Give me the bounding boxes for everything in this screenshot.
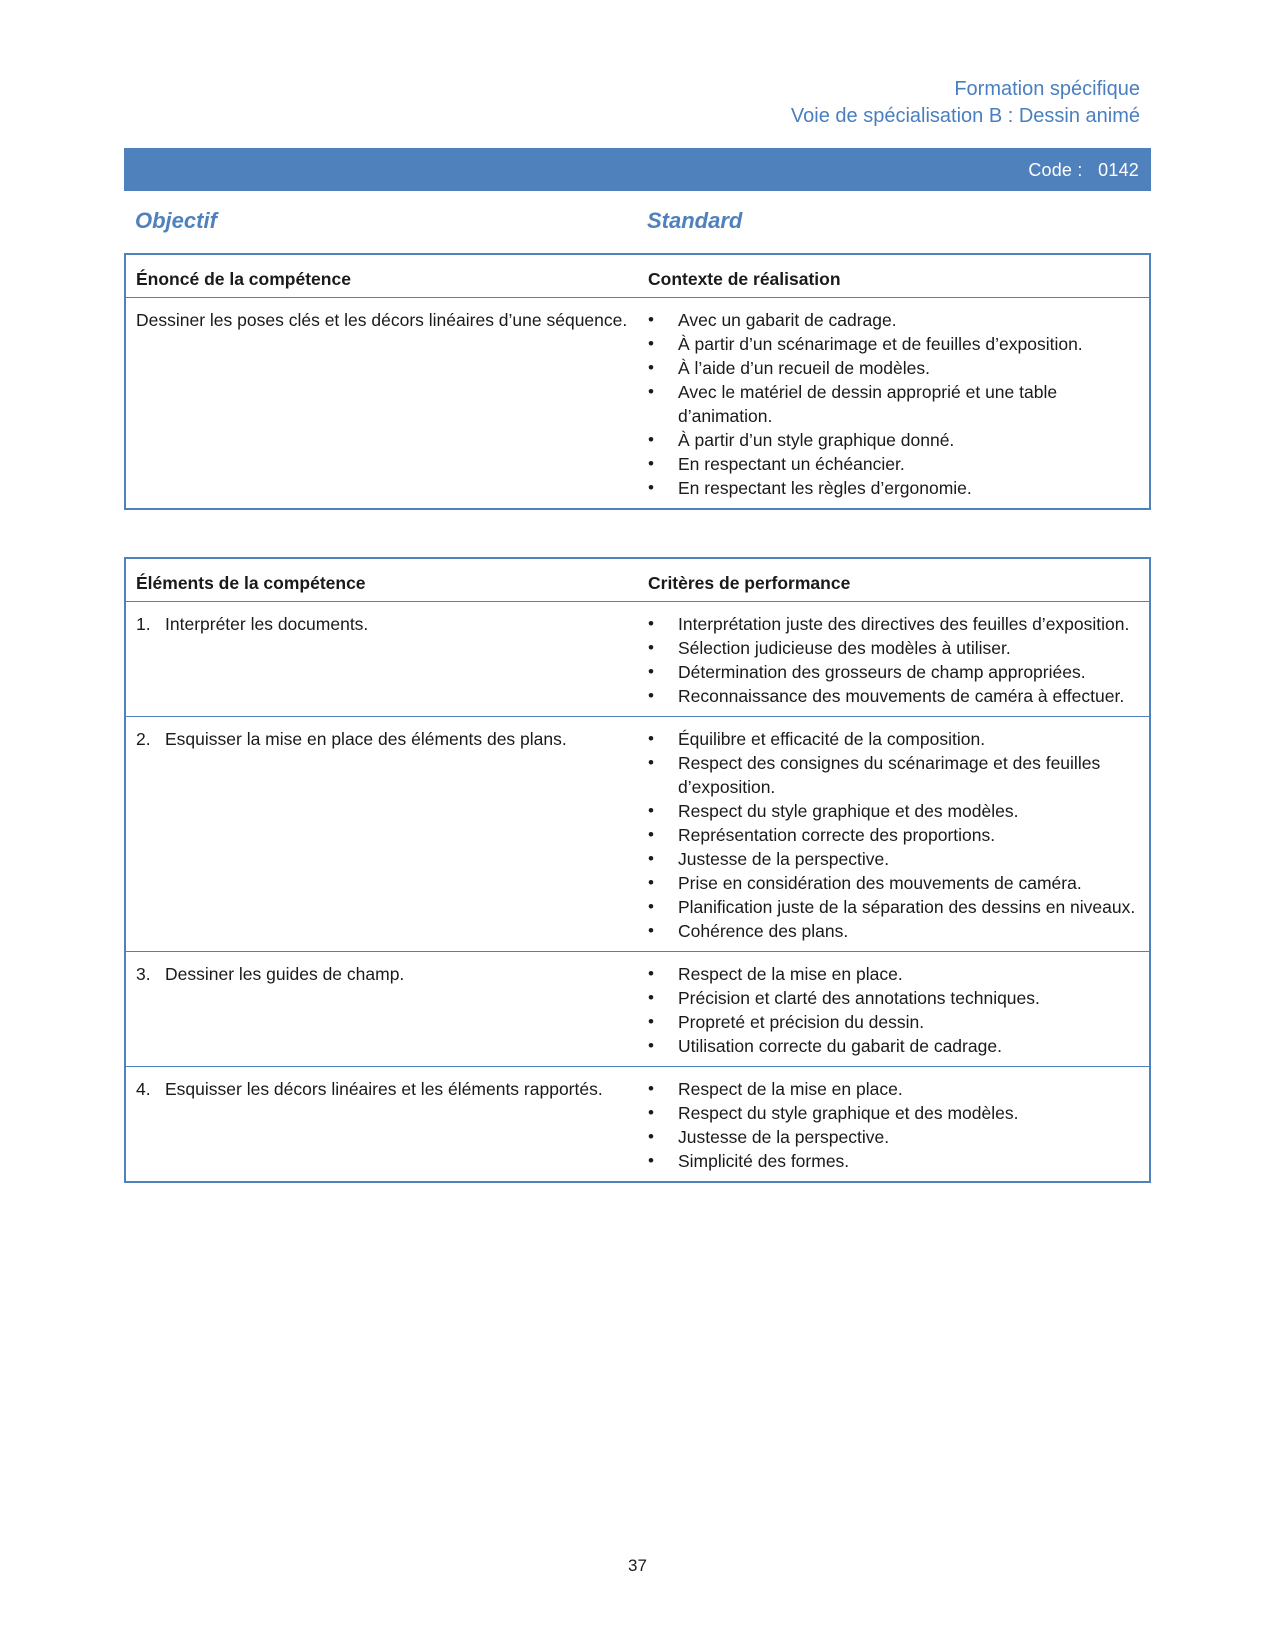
list-item: • Avec le matériel de dessin approprié et une table d’animation. xyxy=(648,380,1139,428)
table-row xyxy=(125,717,1150,952)
element-cell xyxy=(125,952,638,1067)
competency-statement-table xyxy=(124,253,1151,510)
header-program: Formation spécifique xyxy=(954,78,1140,100)
list-item: • Justesse de la perspective. xyxy=(648,847,1139,871)
element-text: Interpréter les documents. xyxy=(165,614,369,634)
list-item: • Propreté et précision du dessin. xyxy=(648,1010,1139,1034)
list-item: • Respect de la mise en place. xyxy=(648,1077,1139,1101)
list-item: • Respect des consignes du scénarimage et des feuilles d’exposition. xyxy=(648,751,1139,799)
context-header: Contexte de réalisation xyxy=(638,254,1150,298)
element-number: 3. xyxy=(136,964,151,984)
table-row xyxy=(125,952,1150,1067)
list-item: • Utilisation correcte du gabarit de cadrage. xyxy=(648,1034,1139,1058)
list-item: • À partir d’un style graphique donné. xyxy=(648,428,1139,452)
competency-code xyxy=(1028,160,1139,181)
table-row xyxy=(125,602,1150,717)
list-item: • Représentation correcte des proportions. xyxy=(648,823,1139,847)
criteria-list xyxy=(648,612,1139,708)
table-header-row xyxy=(125,558,1150,602)
criteria-header: Critères de performance xyxy=(638,558,1150,602)
element-item xyxy=(136,962,628,986)
criteria-list xyxy=(648,727,1139,943)
elements-criteria-table xyxy=(124,557,1151,1183)
element-cell xyxy=(125,1067,638,1183)
list-item: • En respectant un échéancier. xyxy=(648,452,1139,476)
competency-statement: Dessiner les poses clés et les décors linéaires d’une séquence. xyxy=(136,310,628,330)
element-item xyxy=(136,727,628,751)
statement-header: Énoncé de la compétence xyxy=(125,254,638,298)
objectif-heading: Objectif xyxy=(135,208,217,233)
document-header xyxy=(791,76,1140,130)
list-item: • Sélection judicieuse des modèles à utiliser. xyxy=(648,636,1139,660)
element-text: Dessiner les guides de champ. xyxy=(165,964,405,984)
context-list xyxy=(648,308,1139,500)
table-header-row xyxy=(125,254,1150,298)
element-item xyxy=(136,1077,628,1101)
list-item: • Équilibre et efficacité de la composition. xyxy=(648,727,1139,751)
table-row xyxy=(125,1067,1150,1183)
list-item: • Respect du style graphique et des modèles. xyxy=(648,799,1139,823)
section-headings xyxy=(135,208,1135,236)
criteria-list xyxy=(648,1077,1139,1173)
list-item: • Détermination des grosseurs de champ appropriées. xyxy=(648,660,1139,684)
list-item: • En respectant les règles d’ergonomie. xyxy=(648,476,1139,500)
element-text: Esquisser les décors linéaires et les éléments rapportés. xyxy=(165,1079,603,1099)
header-specialization: Voie de spécialisation B : Dessin animé xyxy=(790,105,1140,127)
code-bar xyxy=(124,148,1151,191)
elements-header: Éléments de la compétence xyxy=(125,558,638,602)
element-number: 2. xyxy=(136,729,151,749)
code-value: 0142 xyxy=(1098,160,1139,180)
standard-heading: Standard xyxy=(647,208,743,233)
criteria-cell xyxy=(638,1067,1150,1183)
list-item: • À partir d’un scénarimage et de feuilles d’exposition. xyxy=(648,332,1139,356)
element-number: 4. xyxy=(136,1079,151,1099)
element-text: Esquisser la mise en place des éléments des plans. xyxy=(165,729,567,749)
list-item: • Prise en considération des mouvements de caméra. xyxy=(648,871,1139,895)
list-item: • Respect du style graphique et des modèles. xyxy=(648,1101,1139,1125)
code-label: Code : xyxy=(1028,160,1083,180)
criteria-list xyxy=(648,962,1139,1058)
list-item: • Respect de la mise en place. xyxy=(648,962,1139,986)
list-item: • Reconnaissance des mouvements de caméra à effectuer. xyxy=(648,684,1139,708)
list-item: • Précision et clarté des annotations techniques. xyxy=(648,986,1139,1010)
list-item: • Planification juste de la séparation des dessins en niveaux. xyxy=(648,895,1139,919)
element-cell xyxy=(125,717,638,952)
criteria-cell xyxy=(638,602,1150,717)
list-item: • À l’aide d’un recueil de modèles. xyxy=(648,356,1139,380)
element-item xyxy=(136,612,628,636)
list-item: • Avec un gabarit de cadrage. xyxy=(648,308,1139,332)
element-number: 1. xyxy=(136,614,151,634)
context-cell xyxy=(638,298,1150,510)
list-item: • Justesse de la perspective. xyxy=(648,1125,1139,1149)
list-item: • Simplicité des formes. xyxy=(648,1149,1139,1173)
page-number: 37 xyxy=(628,1556,647,1575)
list-item: • Cohérence des plans. xyxy=(648,919,1139,943)
table-row xyxy=(125,298,1150,510)
element-cell xyxy=(125,602,638,717)
list-item: • Interprétation juste des directives des feuilles d’exposition. xyxy=(648,612,1139,636)
criteria-cell xyxy=(638,952,1150,1067)
criteria-cell xyxy=(638,717,1150,952)
